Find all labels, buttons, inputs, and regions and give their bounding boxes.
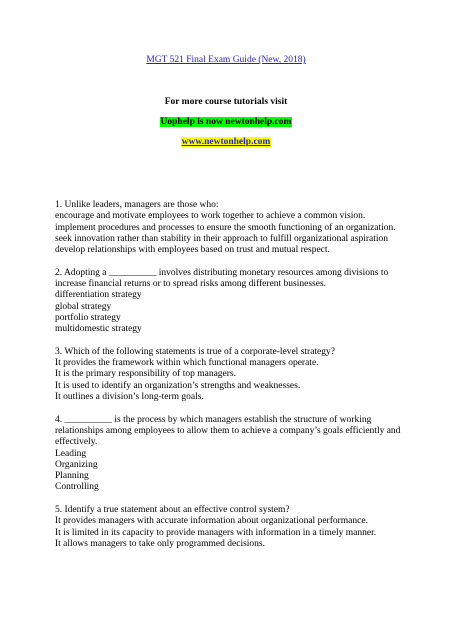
- answer-option: It allows managers to take only programmed decisions.: [55, 538, 266, 549]
- answer-option: global strategy: [55, 301, 112, 312]
- question-list: [55, 200, 405, 562]
- question-2: [55, 268, 405, 336]
- answer-option: Controlling: [55, 482, 99, 493]
- answer-option: implement procedures and processes to ensure the smooth functioning of an organization.: [55, 222, 396, 233]
- answer-option: portfolio strategy: [55, 312, 121, 323]
- question-3: [55, 347, 405, 403]
- answer-option: It provides the framework within which functional managers operate.: [55, 358, 319, 369]
- answer-option: It is used to identify an organization’s strengths and weaknesses.: [55, 380, 301, 391]
- answer-option: It outlines a division’s long-term goals.: [55, 392, 204, 403]
- question-1: [55, 200, 405, 256]
- answer-option: differentiation strategy: [55, 290, 142, 301]
- answer-option: develop relationships with employees based on trust and mutual respect.: [55, 245, 330, 256]
- document-title-link[interactable]: MGT 521 Final Exam Guide (New, 2018): [146, 55, 306, 65]
- question-5: [55, 505, 405, 550]
- promo-rename-highlight: Uophelp is now newtonhelp.com: [160, 117, 292, 127]
- promo-rename-line: [0, 116, 452, 128]
- promo-url-line: [0, 136, 452, 148]
- answer-option: seek innovation rather than stability in their approach to fulfill organizational aspiration: [55, 233, 389, 244]
- promo-visit-text: For more course tutorials visit: [164, 97, 288, 107]
- question-stem: 5. Identify a true statement about an effective control system?: [55, 505, 290, 516]
- promo-url-link[interactable]: www.newtonhelp.com: [181, 137, 271, 147]
- answer-option: multidomestic strategy: [55, 324, 142, 335]
- question-stem: 4. __________ is the process by which managers establish the structure of working relationships among employees to allow them to achieve a company’s goals efficiently and effectively.: [55, 414, 401, 448]
- answer-option: It is the primary responsibility of top managers.: [55, 369, 236, 380]
- answer-option: It is limited in its capacity to provide managers with information in a timely manner.: [55, 527, 377, 538]
- question-stem: 3. Which of the following statements is true of a corporate-level strategy?: [55, 346, 335, 357]
- answer-option: Planning: [55, 471, 89, 482]
- answer-option: Organizing: [55, 459, 98, 470]
- answer-option: encourage and motivate employees to work together to achieve a common vision.: [55, 211, 366, 222]
- question-stem: 1. Unlike leaders, managers are those who:: [55, 200, 219, 210]
- question-stem: 2. Adopting a __________ involves distributing monetary resources among divisions to increase financial returns or to spread risks among different businesses.: [55, 267, 389, 290]
- answer-option: Leading: [55, 448, 87, 459]
- promo-block: [0, 96, 452, 148]
- answer-option: It provides managers with accurate information about organizational performance.: [55, 516, 368, 527]
- question-4: [55, 415, 405, 494]
